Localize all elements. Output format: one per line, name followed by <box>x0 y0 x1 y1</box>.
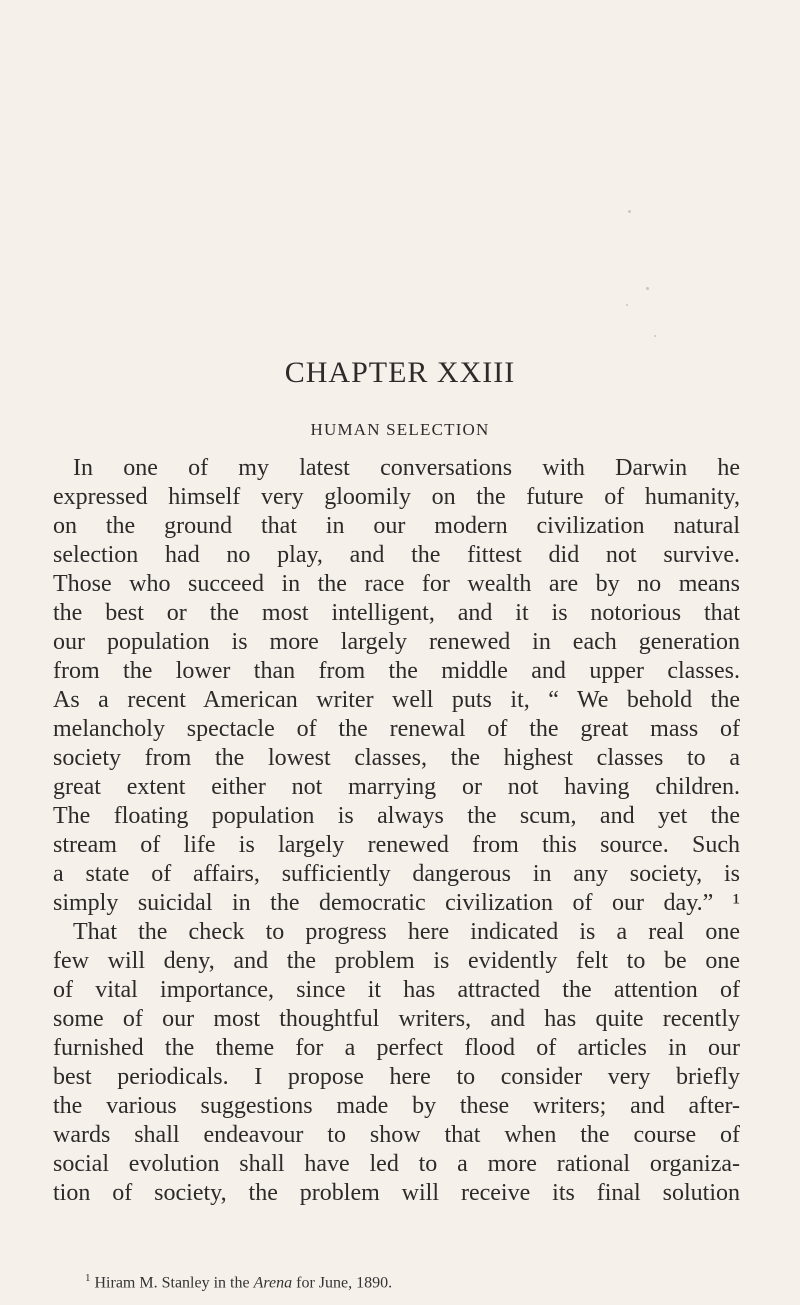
text-line: society from the lowest classes, the highest classes to a <box>53 745 740 771</box>
text-line: a state of affairs, sufficiently dangerous in any society, is <box>53 861 740 887</box>
footnote-marker: 1 <box>85 1272 91 1284</box>
text-line: As a recent American writer well puts it, “ We behold the <box>53 687 740 713</box>
text-line: The floating population is always the scum, and yet the <box>53 803 740 829</box>
text-line: our population is more largely renewed in each generation <box>53 629 740 655</box>
text-line: That the check to progress here indicated is a real one <box>73 919 740 945</box>
text-line: simply suicidal in the democratic civilization of our day.” ¹ <box>53 890 740 916</box>
body-text <box>53 454 740 1208</box>
text-line: some of our most thoughtful writers, and has quite recently <box>53 1006 740 1032</box>
text-line: social evolution shall have led to a more rational organiza- <box>53 1151 740 1177</box>
footnote-text-before: Hiram M. Stanley in the <box>94 1274 254 1292</box>
text-line: best periodicals. I propose here to consider very briefly <box>53 1064 740 1090</box>
paper-speck <box>646 287 649 290</box>
text-line: In one of my latest conversations with Darwin he <box>73 455 740 481</box>
text-line: few will deny, and the problem is evidently felt to be one <box>53 948 740 974</box>
paper-speck <box>654 335 656 337</box>
text-line: melancholy spectacle of the renewal of the great mass of <box>53 716 740 742</box>
chapter-title: CHAPTER XXIII <box>284 356 516 389</box>
text-line: wards shall endeavour to show that when the course of <box>53 1122 740 1148</box>
text-line: the best or the most intelligent, and it is notorious that <box>53 600 740 626</box>
text-line: the various suggestions made by these writers; and after- <box>53 1093 740 1119</box>
text-line: great extent either not marrying or not having children. <box>53 774 740 800</box>
text-line: on the ground that in our modern civilization natural <box>53 513 740 539</box>
text-line: furnished the theme for a perfect flood of articles in our <box>53 1035 740 1061</box>
paper-speck <box>628 210 631 213</box>
footnote-journal: Arena <box>253 1274 293 1292</box>
text-line: expressed himself very gloomily on the future of humanity, <box>53 484 740 510</box>
text-line: selection had no play, and the fittest did not survive. <box>53 542 740 568</box>
paper-speck <box>626 304 628 306</box>
text-line: Those who succeed in the race for wealth are by no means <box>53 571 740 597</box>
text-line: tion of society, the problem will receive its final solution <box>53 1180 740 1206</box>
text-line: stream of life is largely renewed from this source. Such <box>53 832 740 858</box>
text-line: from the lower than from the middle and upper classes. <box>53 658 740 684</box>
footnote-text-after: for June, 1890. <box>292 1274 393 1292</box>
chapter-subtitle: HUMAN SELECTION <box>310 420 490 439</box>
footnote <box>85 1268 392 1293</box>
text-line: of vital importance, since it has attracted the attention of <box>53 977 740 1003</box>
